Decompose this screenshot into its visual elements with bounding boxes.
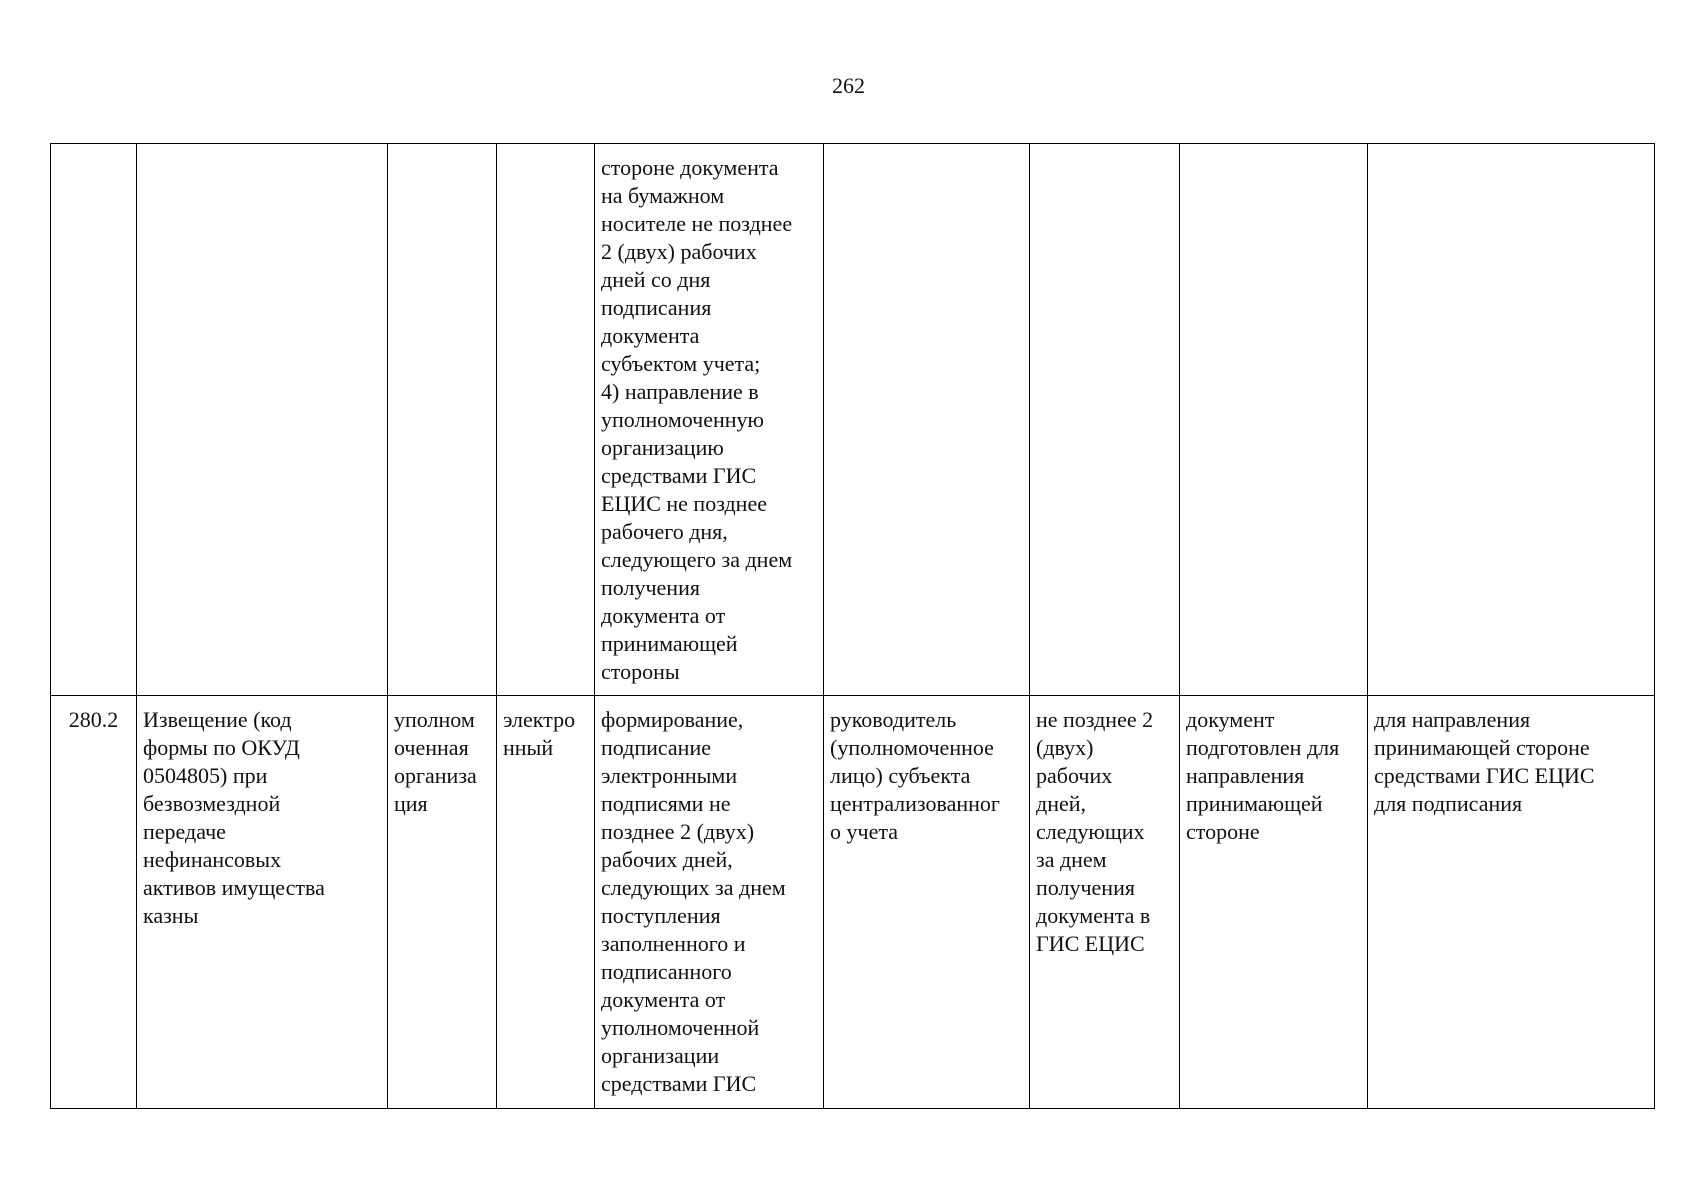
document-table: [50, 143, 1655, 1109]
cell-number: 280.2: [51, 696, 137, 1109]
cell-document-name: [137, 144, 388, 696]
cell-responsible: [824, 144, 1030, 696]
cell-responsible: руководитель (уполномоченное лицо) субъекта централизованног о учета: [824, 696, 1030, 1109]
cell-number: [51, 144, 137, 696]
cell-document-name: Извещение (код формы по ОКУД 0504805) при безвозмездной передаче нефинансовых активов имущества казны: [137, 696, 388, 1109]
cell-purpose: [1368, 144, 1655, 696]
cell-format: электро нный: [497, 696, 595, 1109]
cell-format: [497, 144, 595, 696]
table-row: [51, 696, 1655, 1109]
table-row-continuation: [51, 144, 1655, 696]
cell-compiler: уполном оченная организа ция: [388, 696, 497, 1109]
cell-result: [1180, 144, 1368, 696]
cell-purpose: для направления принимающей стороне средствами ГИС ЕЦИС для подписания: [1368, 696, 1655, 1109]
cell-result: документ подготовлен для направления принимающей стороне: [1180, 696, 1368, 1109]
cell-compiler: [388, 144, 497, 696]
page-number: 262: [832, 73, 865, 98]
cell-procedure: стороне документа на бумажном носителе не позднее 2 (двух) рабочих дней со дня подписания документа субъектом учета; 4) направление в уполномоченную организацию средствами ГИС ЕЦИС не позднее рабочего дня, следующего за днем получения документа от принимающей стороны: [595, 144, 824, 696]
cell-procedure: формирование, подписание электронными подписями не позднее 2 (двух) рабочих дней, следующих за днем поступления заполненного и подписанного документа от уполномоченной организации средствами ГИС: [595, 696, 824, 1109]
cell-deadline: [1030, 144, 1180, 696]
cell-deadline: не позднее 2 (двух) рабочих дней, следующих за днем получения документа в ГИС ЕЦИС: [1030, 696, 1180, 1109]
